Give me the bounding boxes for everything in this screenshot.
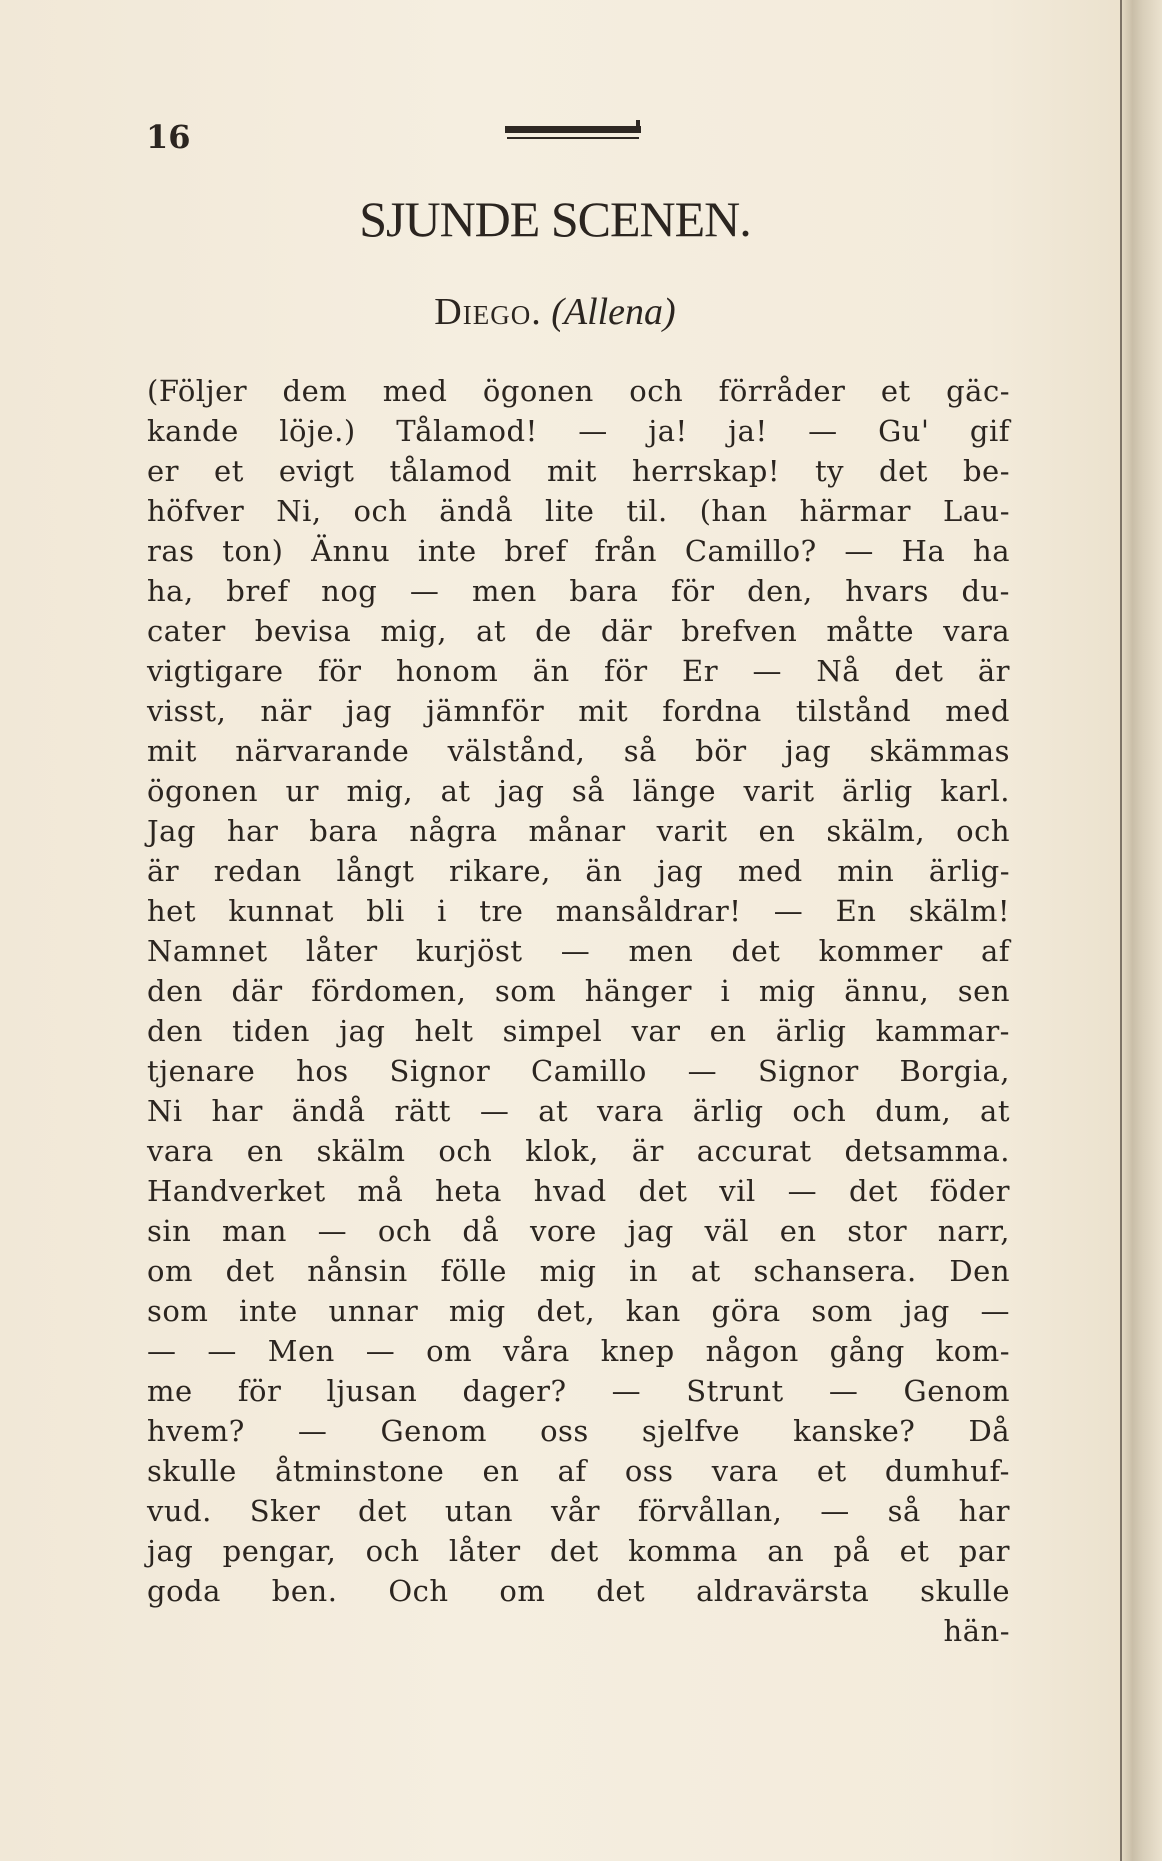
text-line: cater bevisa mig, at de där brefven måtte vara: [147, 614, 1010, 648]
page-binding: [1120, 0, 1162, 1861]
text-line: om det nånsin fölle mig in at schansera. Den: [147, 1254, 1010, 1288]
text-line: den där fördomen, som hänger i mig ännu, sen: [147, 974, 1010, 1008]
text-line: skulle åtminstone en af oss vara et dumhuf-: [147, 1454, 1010, 1488]
text-line: den tiden jag helt simpel var en ärlig kammar-: [147, 1014, 1010, 1048]
text-line: Jag har bara några månar varit en skälm, och: [147, 814, 1010, 848]
text-line: vigtigare för honom än för Er — Nå det är: [147, 654, 1010, 688]
text-line: goda ben. Och om det aldravärsta skulle: [147, 1574, 1010, 1608]
text-line: sin man — och då vore jag väl en stor narr,: [147, 1214, 1010, 1248]
text-line: Ni har ändå rätt — at vara ärlig och dum, at: [147, 1094, 1010, 1128]
text-line: mit närvarande välstånd, så bör jag skämmas: [147, 734, 1010, 768]
text-line: — — Men — om våra knep någon gång kom-: [147, 1334, 1010, 1368]
page-number: 16: [146, 118, 191, 156]
scene-title: SJUNDE SCENEN.: [359, 191, 751, 247]
speaker-heading: [0, 290, 1110, 334]
text-line: vara en skälm och klok, är accurat detsamma.: [147, 1134, 1010, 1168]
text-line: vud. Sker det utan vår förvållan, — så har: [147, 1494, 1010, 1528]
text-line: höfver Ni, och ändå lite til. (han härmar Lau-: [147, 494, 1010, 528]
text-line: (Följer dem med ögonen och förråder et gäc-: [147, 374, 1010, 408]
text-line: er et evigt tålamod mit herrskap! ty det be-: [147, 454, 1010, 488]
stage-direction: (Allena): [551, 291, 676, 333]
text-line: Namnet låter kurjöst — men det kommer af: [147, 934, 1010, 968]
catchword: hän-: [943, 1614, 1010, 1648]
text-line: ras ton) Ännu inte bref från Camillo? — Ha ha: [147, 534, 1010, 568]
text-line: som inte unnar mig det, kan göra som jag —: [147, 1294, 1010, 1328]
text-line: me för ljusan dager? — Strunt — Genom: [147, 1374, 1010, 1408]
text-line: Handverket må heta hvad det vil — det föder: [147, 1174, 1010, 1208]
text-line: tjenare hos Signor Camillo — Signor Borgia,: [147, 1054, 1010, 1088]
binding-shadow-line: [1120, 0, 1122, 1861]
speaker-name: Diego.: [434, 291, 542, 333]
text-line: het kunnat bli i tre mansåldrar! — En skälm!: [147, 894, 1010, 928]
text-line: hvem? — Genom oss sjelfve kanske? Då: [147, 1414, 1010, 1448]
text-line: är redan långt rikare, än jag med min ärlig-: [147, 854, 1010, 888]
text-line: ha, bref nog — men bara för den, hvars du-: [147, 574, 1010, 608]
header-ornament: [505, 126, 641, 142]
text-line: jag pengar, och låter det komma an på et par: [147, 1534, 1010, 1568]
text-line: visst, när jag jämnför mit fordna tilstånd med: [147, 694, 1010, 728]
text-line: kande löje.) Tålamod! — ja! ja! — Gu' gif: [147, 414, 1010, 448]
text-line: ögonen ur mig, at jag så länge varit ärlig karl.: [147, 774, 1010, 808]
